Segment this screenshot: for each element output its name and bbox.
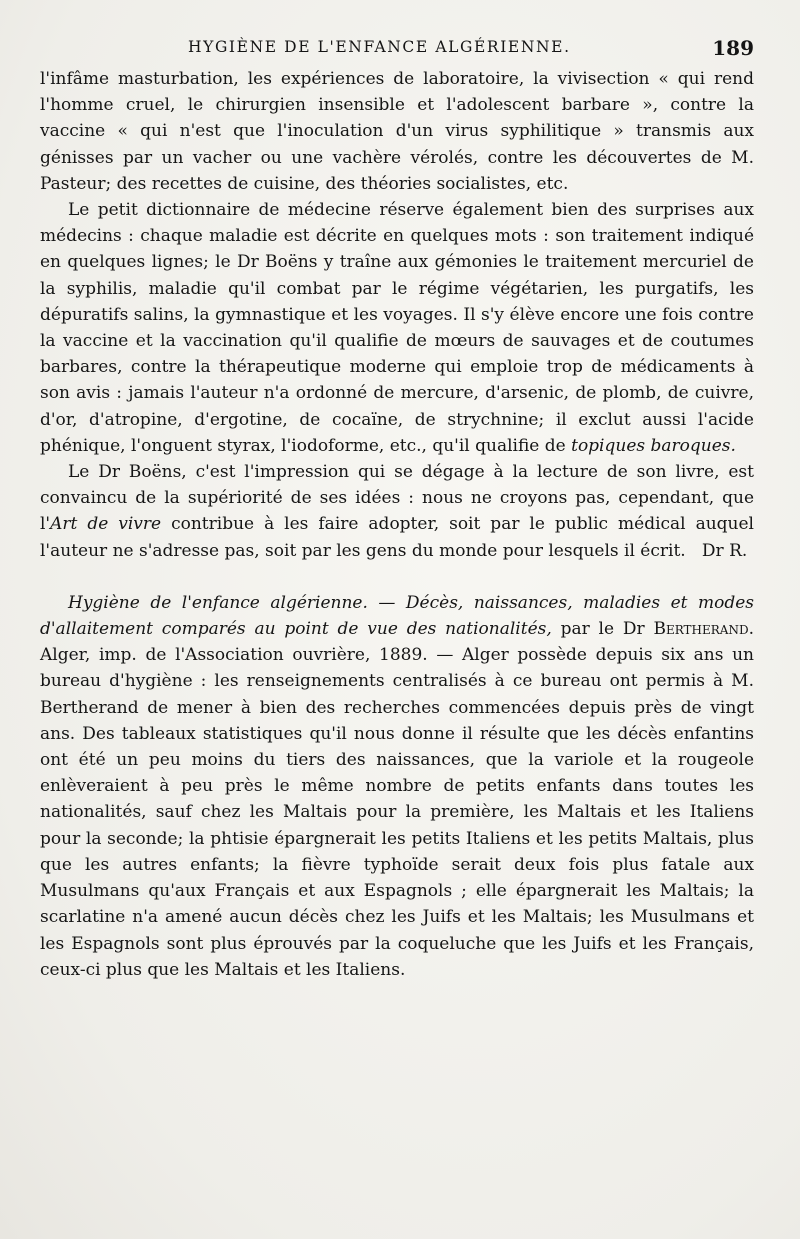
- page-header: [40, 36, 754, 64]
- paragraph-text: Le Dr Boëns, c'est l'impression qui se dégage à la lecture de son livre, est convaincu de la supériorité de ses idées : nous ne croyons pas, cependant, que l': [40, 462, 754, 535]
- running-title: HYGIÈNE DE L'ENFANCE ALGÉRIENNE.: [188, 38, 571, 56]
- body-text: [40, 66, 754, 983]
- page-number: 189: [712, 36, 754, 60]
- paragraph-dictionary: [40, 197, 754, 459]
- paragraph-text: . Alger, imp. de l'Association ouvrière, 1889. — Alger possède depuis six ans un bureau d'hygiène : les renseignements centralisés à ce bureau ont permis à M. Bertherand de mener à bien des recherches commencées depuis près de vingt ans. Des tableaux statistiques qu'il nous donne il résulte que les décès enfantins ont été un peu moins du tiers des naissances, que la variole et la rougeole enlèveraient à peu près le même nombre de petits enfants dans toutes les nationalités, sauf chez les Maltais pour la première, les Maltais et les Italiens pour la seconde; la phtisie épargnerait les petits Italiens et les petits Maltais, plus que les autres enfants; la fièvre typhoïde serait deux fois plus fatale aux Musulmans qu'aux Français et aux Espagnols ; elle épargnerait les Maltais; la scarlatine n'a amené aucun décès chez les Juifs et les Maltais; les Musulmans et les Espagnols sont plus éprouvés par la coqueluche que les Juifs et les Français, ceux-ci plus que les Maltais et les Italiens.: [40, 619, 754, 980]
- paragraph-text: Le petit dictionnaire de médecine réserve également bien des surprises aux médecins : chaque maladie est décrite en quelques mots : son traitement indiqué en quelques lignes; le Dr Boëns y traîne aux gémonies le traitement mercuriel de la syphilis, maladie qu'il combat par le régime végétarien, les purgatifs, les dépuratifs salins, la gymnastique et les voyages. Il s'y élève encore une fois contre la vaccine et la vaccination qu'il qualifie de mœurs de sauvages et de coutumes barbares, contre la thérapeutique moderne qui emploie trop de médicaments à son avis : jamais l'auteur n'a ordonné de mercure, d'arsenic, de plomb, de cuivre, d'or, d'atropine, d'ergotine, de cocaïne, de strychnine; il exclut aussi l'acide phénique, l'onguent styrax, l'iodoforme, etc., qu'il qualifie de: [40, 200, 754, 456]
- paragraph-text: par le Dr: [551, 619, 654, 640]
- paragraph-text: l'infâme masturbation, les expériences de laboratoire, la vivisection « qui rend l'homme cruel, le chirurgien insensible et l'adolescent barbare », contre la vaccine « qui n'est que l'inoculation d'un virus syphilitique » transmis aux génisses par un vacher ou une vachère vérolés, contre les découvertes de M. Pasteur; des recettes de cuisine, des théories socialistes, etc.: [40, 69, 754, 194]
- review-heading: Hygiène de l'enfance algérienne. — Décès, naissances, maladies et modes d'allaitement comparés au point de vue des nationalités,: [40, 592, 754, 640]
- review-signature: Dr R.: [701, 540, 748, 561]
- paragraph-conclusion: [40, 459, 754, 564]
- italic-phrase: topiques baroques.: [571, 435, 736, 456]
- author-name: Bertherand: [653, 619, 749, 640]
- paragraph-review-hygiene: [40, 590, 754, 983]
- book-title: Art de vivre: [50, 514, 162, 535]
- paragraph-continuation: [40, 66, 754, 197]
- paragraph-text: contribue à les faire adopter, soit par le public médical auquel l'auteur ne s'adresse pas, soit par les gens du monde pour lesquels il écrit.: [40, 514, 754, 561]
